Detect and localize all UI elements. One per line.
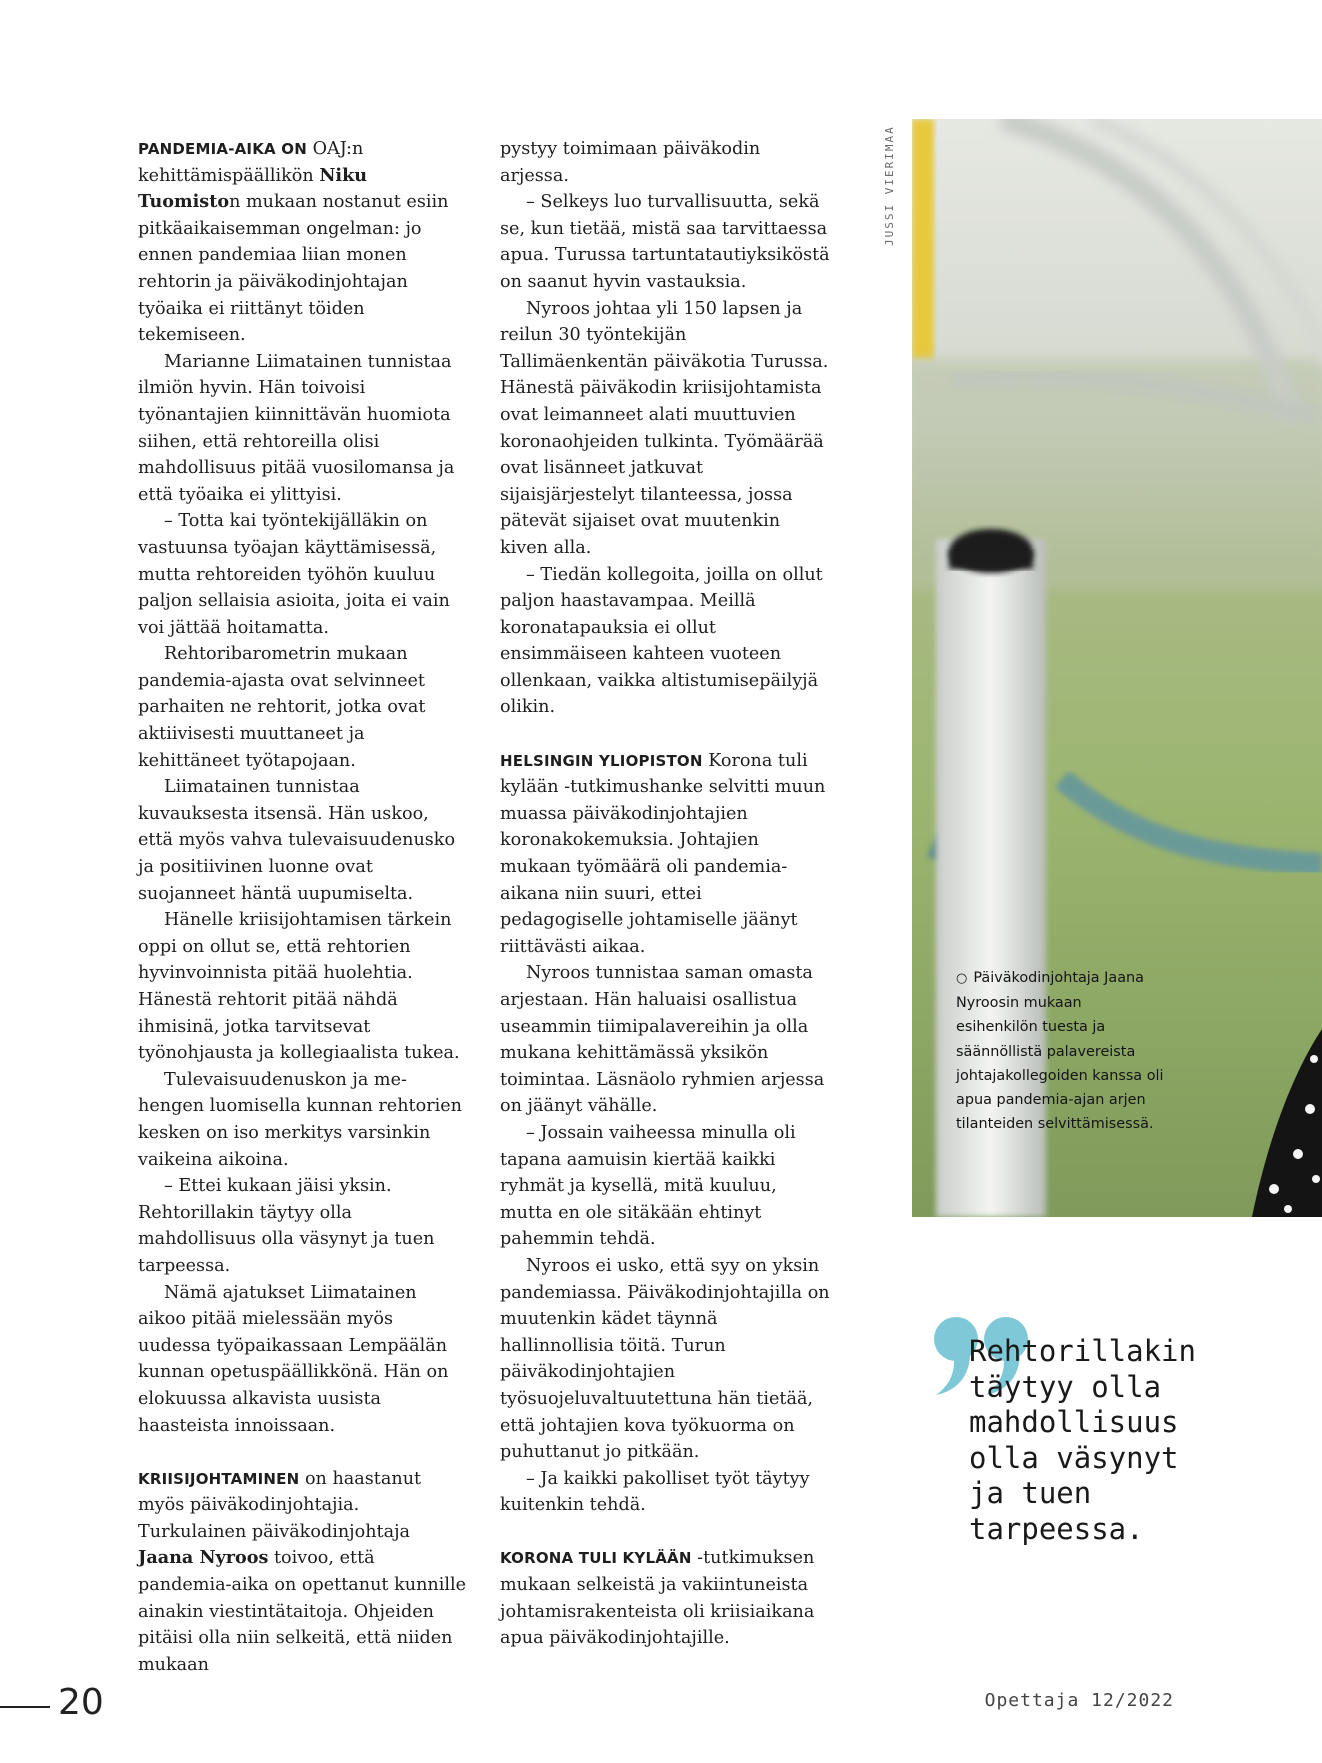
pull-quote bbox=[969, 1334, 1309, 1548]
paragraph: PANDEMIA-AIKA ON OAJ:n kehittämispäällikön Niku Tuomiston mukaan nostanut esiin pitkäaikaisemman ongelman: jo ennen pandemiaa liian monen rehtorin ja päiväkodinjohtajan työaika ei riittänyt töiden tekemiseen. bbox=[138, 139, 449, 346]
paragraph: Nyroos johtaa yli 150 lapsen ja reilun 30 työntekijän Tallimäenkentän päiväkotia Turussa. Hänestä päiväkodin kriisijohtamista ovat leimanneet alati muuttuvien koronaohjeiden tulkinta. Työmäärää ovat lisänneet jatkuvat sijaisjärjestelyt tilanteessa, jossa pätevät sijaiset ovat muutenkin kiven alla. bbox=[500, 298, 829, 558]
quote-line: Rehtorillakin bbox=[969, 1334, 1196, 1368]
paragraph: Rehtoribarometrin mukaan pandemia-ajasta ovat selvinneet parhaiten ne rehtorit, jotka ovat aktiivisesti muuttaneet ja kehittäneet työtapojaan. bbox=[138, 644, 426, 771]
paragraph: – Selkeys luo turvallisuutta, sekä se, kun tietää, mistä saa tarvittaessa apua. Turussa tartuntatautiyksiköstä on saanut hyvin vastauksia. bbox=[500, 192, 830, 292]
paragraph: – Jossain vaiheessa minulla oli tapana aamuisin kiertää kaikki ryhmät ja kysellä, mitä kuuluu, mutta en ole sitäkään ehtinyt pahemmin tehdä. bbox=[500, 1122, 796, 1250]
photo-caption bbox=[956, 966, 1166, 1136]
article-column-1 bbox=[138, 136, 468, 1678]
paragraph: – Tiedän kollegoita, joilla on ollut paljon haastavampaa. Meillä koronatapauksia ei ollut ensimmäiseen kahteen vuoteen ollenkaan, vaikka altistumisepäilyjä olikin. bbox=[500, 564, 823, 718]
quote-line: olla väsynyt bbox=[969, 1440, 1179, 1475]
paragraph: – Totta kai työntekijälläkin on vastuunsa työajan käyttämisessä, mutta rehtoreiden työhön kuuluu paljon sellaisia asioita, joita ei vain voi jättää hoitamatta. bbox=[138, 511, 450, 638]
paragraph: – Ettei kukaan jäisi yksin. Rehtorillakin täytyy olla mahdollisuus olla väsynyt ja tuen tarpeessa. bbox=[138, 1176, 435, 1276]
photo-credit: JUSSI VIERIMAA bbox=[883, 125, 896, 246]
issue-label: Opettaja 12/2022 bbox=[984, 1690, 1174, 1711]
article-column-2 bbox=[500, 136, 830, 1652]
paragraph: Marianne Liimatainen tunnistaa ilmiön hyvin. Hän toivoisi työnantajien kiinnittävän huomiota siihen, että rehtoreilla olisi mahdollisuus pitää vuosilomansa ja että työaika ei ylittyisi. bbox=[138, 351, 455, 505]
quote-line: täytyy olla bbox=[969, 1369, 1162, 1404]
person-name: Niku Tuomisto bbox=[138, 164, 368, 213]
quote-line: mahdollisuus bbox=[969, 1405, 1179, 1440]
paragraph: Nämä ajatukset Liimatainen aikoo pitää mielessään myös uudessa työpaikassaan Lempäälän kunnan opetuspäällikkönä. Hän on elokuussa alkavista uusista haasteista innoissaan. bbox=[138, 1282, 449, 1436]
paragraph: pystyy toimimaan päiväkodin arjessa. bbox=[500, 139, 761, 186]
quote-line: ja tuen bbox=[969, 1476, 1092, 1511]
paragraph: HELSINGIN YLIOPISTON Korona tuli kylään -tutkimushanke selvitti muun muassa päiväkodinjohtajien koronakokemuksia. Johtajien mukaan työmäärä oli pandemia-aikana niin suuri, ettei pedagogiselle johtamiselle jäänyt riittävästi aikaa. bbox=[500, 750, 826, 957]
paragraph: Hänelle kriisijohtamisen tärkein oppi on ollut se, että rehtorien hyvinvoinnista pitää huolehtia. Hänestä rehtorit pitää nähdä ihmisinä, jotka tarvitsevat työnohjausta ja kollegiaalista tukea. bbox=[138, 910, 460, 1064]
section-lead: PANDEMIA-AIKA ON bbox=[138, 140, 307, 158]
paragraph: – Ja kaikki pakolliset työt täytyy kuitenkin tehdä. bbox=[500, 1468, 810, 1516]
caption-text: Päiväkodinjohtaja Jaana Nyroosin mukaan esihenkilön tuesta ja säännöllistä palavereista johtajakollegoiden kanssa oli apua pandemia-ajan arjen tilanteiden selvittämisessä. bbox=[956, 970, 1164, 1133]
person-name: Jaana Nyroos bbox=[138, 1547, 269, 1569]
quote-line: tarpeessa. bbox=[969, 1511, 1144, 1546]
page-number: 20 bbox=[58, 1682, 104, 1723]
paragraph: Nyroos tunnistaa saman omasta arjestaan. Hän haluaisi osallistua useammin tiimipalavereihin ja olla mukana kehittämässä yksikön toimintaa. Läsnäolo ryhmien arjessa on jäänyt vähälle. bbox=[500, 963, 825, 1117]
section-lead: KRIISIJOHTAMINEN bbox=[138, 1469, 300, 1488]
section-lead: KORONA TULI KYLÄÄN bbox=[500, 1549, 692, 1568]
paragraph: KRIISIJOHTAMINEN on haastanut myös päiväkodinjohtajia. Turkulainen päiväkodinjohtaja Jaana Nyroos toivoo, että pandemia-aika on opettanut kunnille ainakin viestintätaitoja. Ohjeiden pitäisi olla niin selkeitä, että niiden mukaan bbox=[138, 1468, 467, 1675]
paragraph: Tulevaisuudenuskon ja me-hengen luomisella kunnan rehtorien kesken on iso merkitys varsinkin vaikeina aikoina. bbox=[138, 1069, 462, 1170]
paragraph: Liimatainen tunnistaa kuvauksesta itsensä. Hän uskoo, että myös vahva tulevaisuudenusko ja positiivinen luonne ovat suojanneet häntä uupumiselta. bbox=[138, 777, 456, 904]
section-lead: HELSINGIN YLIOPISTON bbox=[500, 751, 703, 770]
paragraph: KORONA TULI KYLÄÄN -tutkimuksen mukaan selkeistä ja vakiintuneista johtamisrakenteista oli kriisiaikana apua päiväkodinjohtajille. bbox=[500, 1548, 815, 1649]
paragraph: Nyroos ei usko, että syy on yksin pandemiassa. Päiväkodinjohtajilla on muutenkin kädet täynnä hallinnollisia töitä. Turun päiväkodinjohtajien työsuojeluvaltuutettuna hän tietää, että johtajien kova työkuorma on puhuttanut jo pitkään. bbox=[500, 1255, 830, 1463]
footer-rule bbox=[0, 1706, 50, 1708]
bullet-circle-icon: ○ bbox=[956, 971, 968, 986]
